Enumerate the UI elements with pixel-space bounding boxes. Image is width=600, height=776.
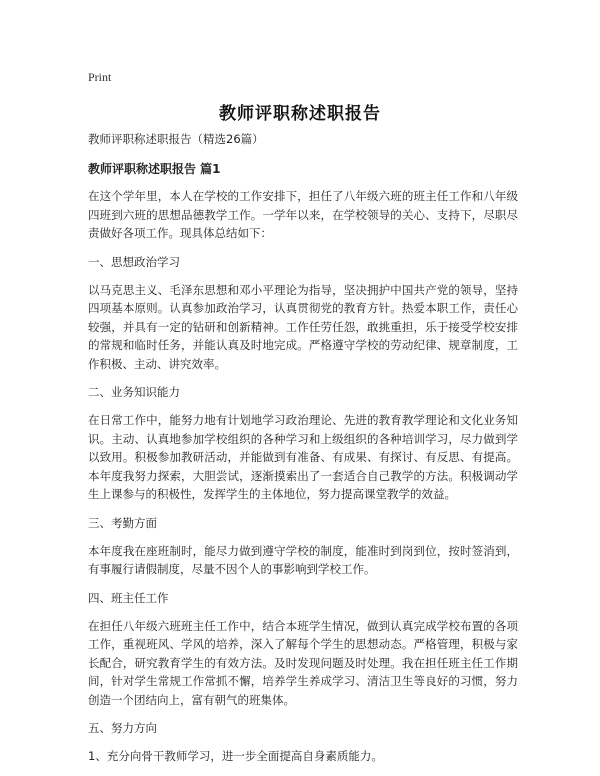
print-link[interactable]: Print <box>88 70 112 84</box>
heading-political-study: 一、思想政治学习 <box>88 254 180 269</box>
heading-class-teacher: 四、班主任工作 <box>88 590 169 605</box>
paragraph-class-teacher: 在担任八年级六班班主任工作中，结合本班学生情况，做到认真完成学校布置的各项工作，重视班风、学风的培养，深入了解每个学生的思想动态。严格管理，积极与家长配合，研究教育学生的有效方法。及时发现问题及时处理。我在担任班主任工作期间，针对学生常规工作常抓不懈，培养学生养成学习、清洁卫生等良好的习惯，努力创造一个团结向上，富有朝气的班集体。 <box>88 618 518 707</box>
document-title: 教师评职称述职报告 <box>219 104 381 124</box>
paragraph-direction-item-1: 1、充分向骨干教师学习，进一步全面提高自身素质能力。 <box>88 749 383 763</box>
heading-direction: 五、努力方向 <box>88 721 157 735</box>
paragraph-professional-ability: 在日常工作中，能努力地有计划地学习政治理论、先进的教育教学理论和文化业务知识。主动、认真地参加学校组织的各种学习和上级组织的各种培训学习，尽力做到学以致用。积极参加教研活动，并能做到有准备、有成果、有探讨、有反思、有提高。本年度我努力探索，大胆尝试，逐渐摸索出了一套适合自己教学的方法。积极调动学生上课参与的积极性，发挥学生的主体地位，努力提高课堂教学的效益。 <box>88 413 518 501</box>
paragraph-intro: 在这个学年里，本人在学校的工作安排下，担任了八年级六班的班主任工作和八年级四班到六班的思想品德教学工作。一学年以来，在学校领导的关心、支持下，尽职尽责做好各项工作。现具体总结如下： <box>88 189 518 240</box>
section-title: 教师评职称述职报告 篇1 <box>88 162 221 176</box>
paragraph-attendance: 本年度我在座班制时，能尽力做到遵守学校的制度，能准时到岗到位，按时签消到，有事履行请假制度，尽量不因个人的事影响到学校工作。 <box>88 543 518 576</box>
heading-professional-ability: 二、业务知识能力 <box>88 385 180 399</box>
document-body <box>88 130 518 776</box>
paragraph-political-study: 以马克思主义、毛泽东思想和邓小平理论为指导，坚决拥护中国共产党的领导，坚持四项基本原则。认真参加政治学习，认真贯彻党的教育方针。热爱本职工作，责任心较强，并具有一定的钻研和创新精神。工作任劳任怨，敢挑重担，乐于接受学校安排的常规和临时任务，并能认真及时地完成。严格遵守学校的劳动纪律、规章制度，工作积极、主动、讲究效率。 <box>88 282 518 371</box>
heading-attendance: 三、考勤方面 <box>88 515 157 530</box>
document-subtitle: 教师评职称述职报告（精选26篇） <box>88 132 264 146</box>
